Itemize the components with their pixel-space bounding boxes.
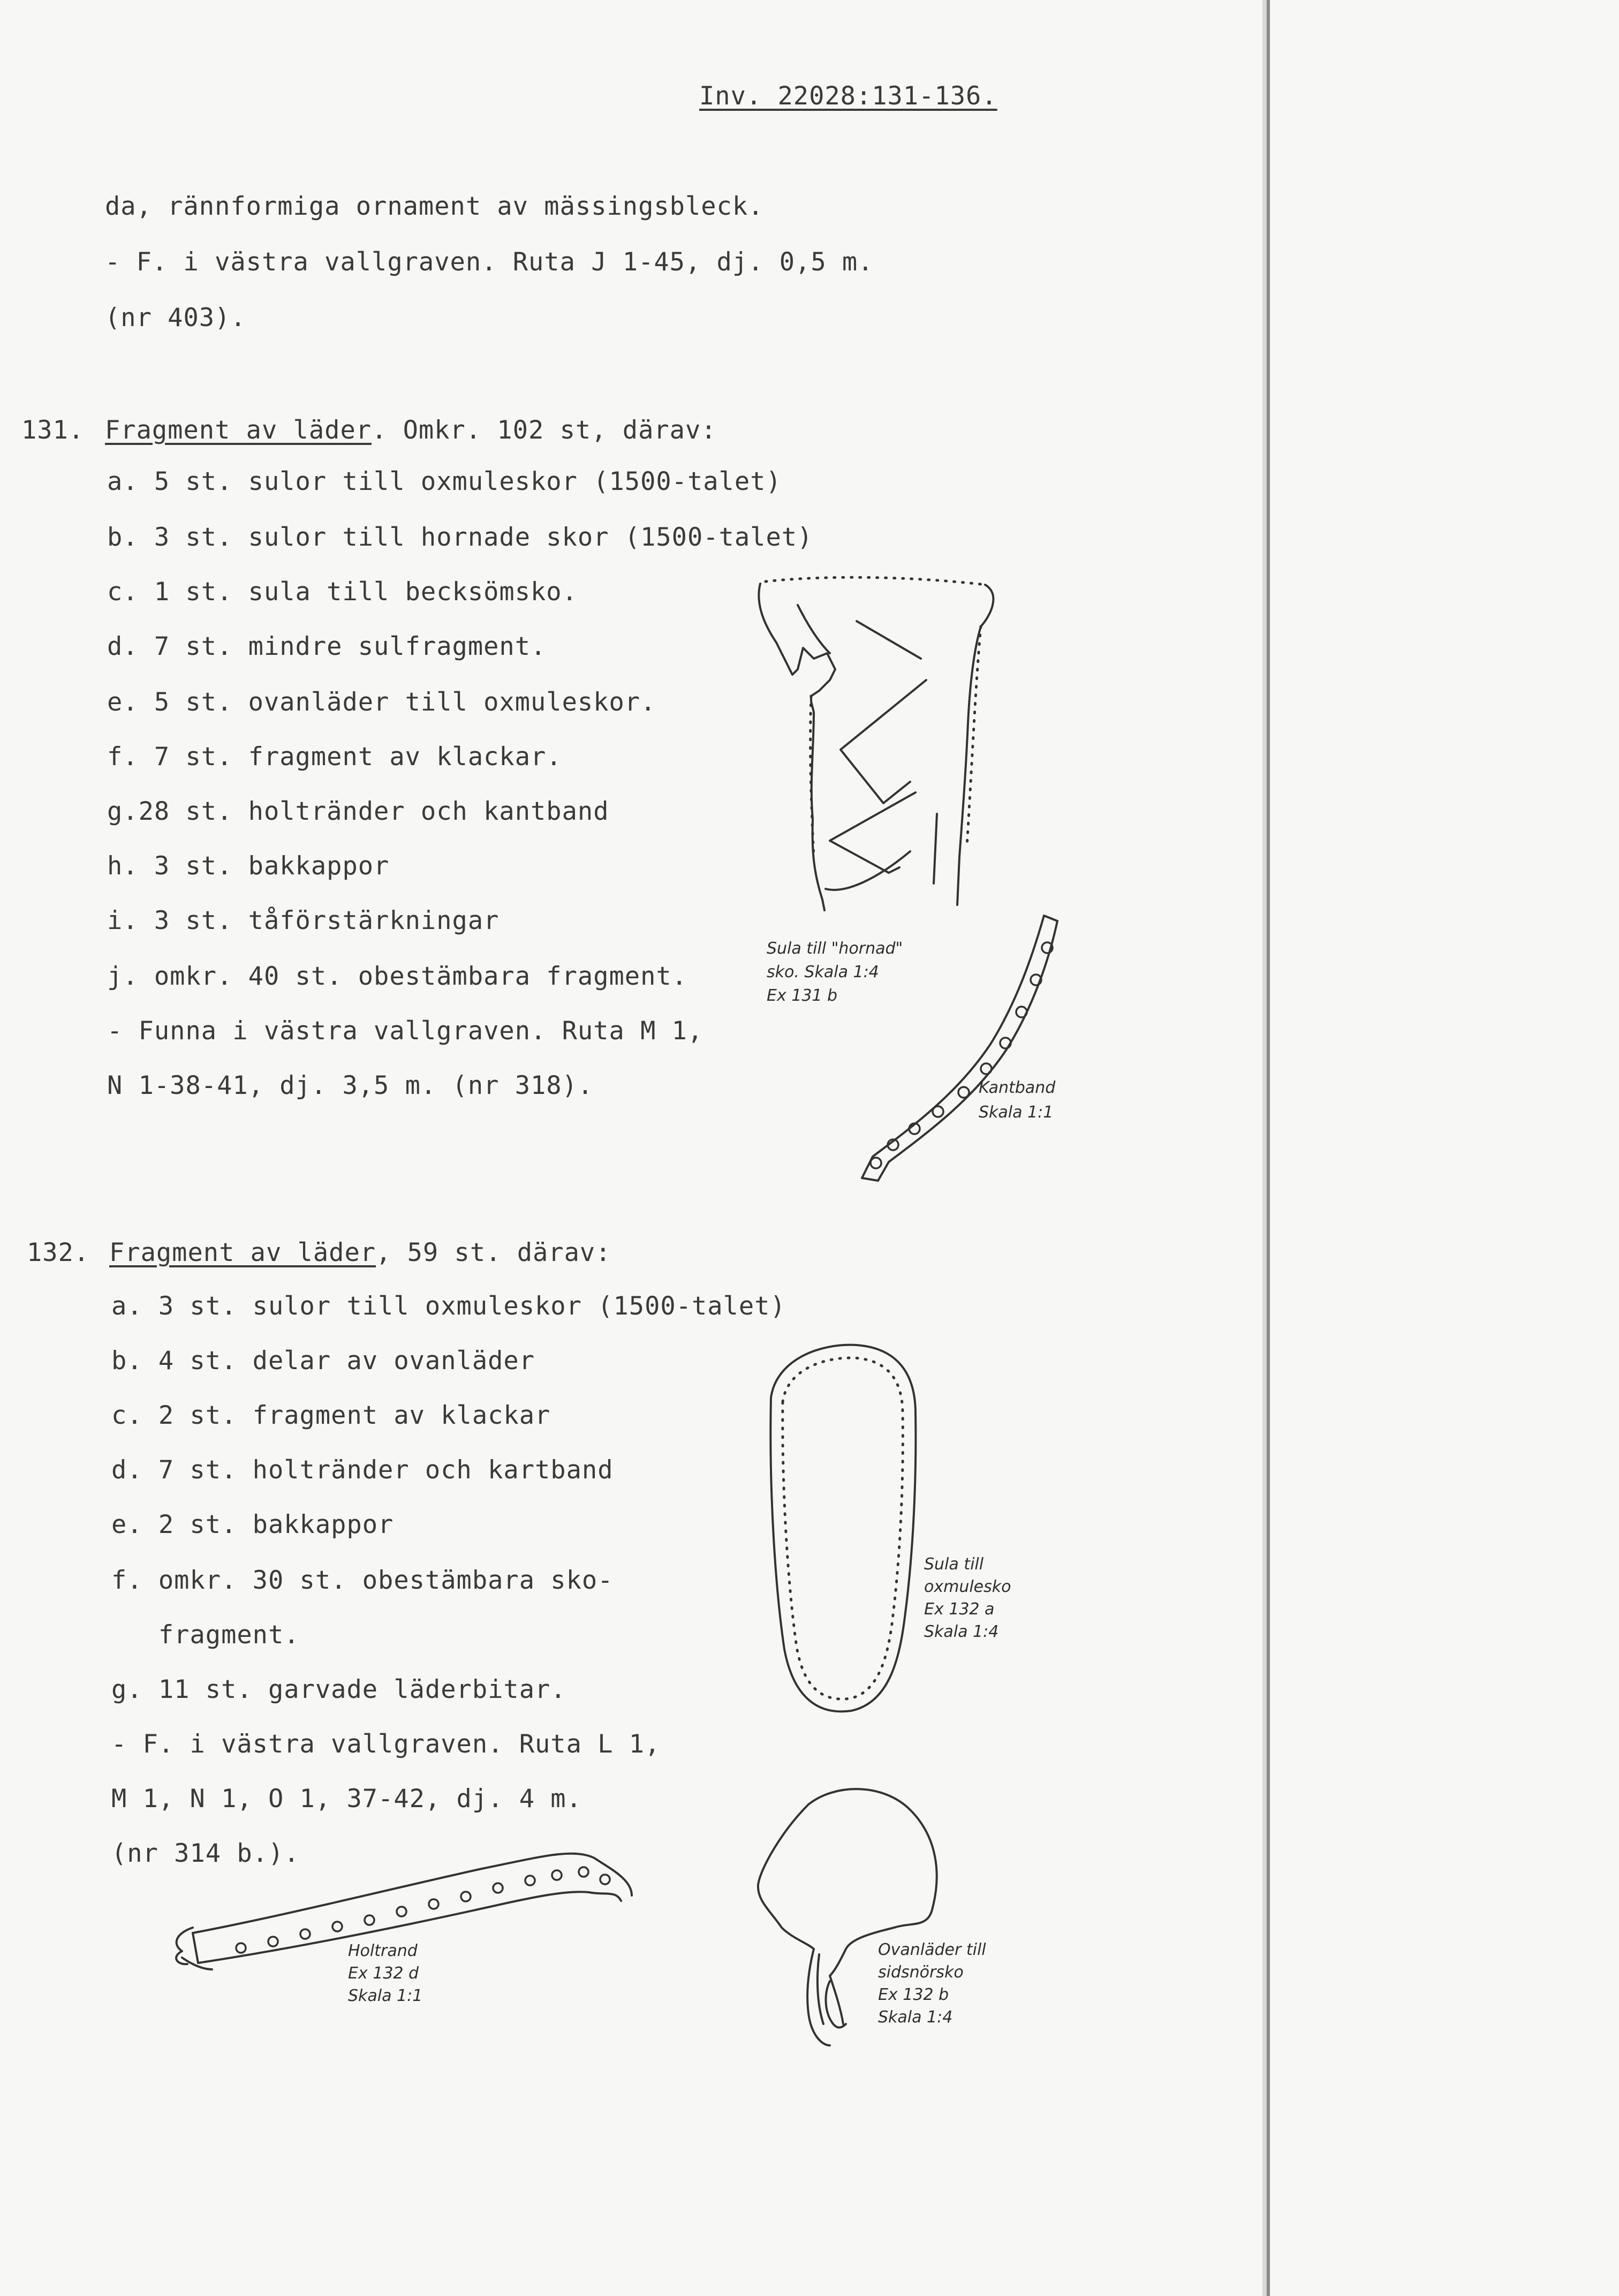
entry-131-item: a. 5 st. sulor till oxmuleskor (1500-talet): [107, 467, 782, 496]
entry-132-item: d. 7 st. holtränder och kartband: [111, 1455, 614, 1485]
entry-132-item: f. omkr. 30 st. obestämbara sko-: [111, 1566, 614, 1595]
oval-sole-caption-line: Skala 1:4: [924, 1622, 999, 1641]
sole-caption-line: Sula till "hornad": [767, 939, 903, 958]
entry-132-item: M 1, N 1, O 1, 37-42, dj. 4 m.: [111, 1784, 582, 1814]
entry-132-item: b. 4 st. delar av ovanläder: [111, 1346, 535, 1376]
band-caption-line: Skala 1:1: [979, 1103, 1054, 1122]
entry-131-title-rest: . Omkr. 102 st, därav:: [372, 416, 717, 445]
entry-132-item: - F. i västra vallgraven. Ruta L 1,: [111, 1729, 661, 1759]
intro-line-3: (nr 403).: [105, 303, 246, 333]
sole-caption-line: sko. Skala 1:4: [767, 963, 879, 981]
entry-131-item: g.28 st. holtränder och kantband: [107, 797, 609, 826]
entry-131-item: N 1-38-41, dj. 3,5 m. (nr 318).: [107, 1071, 594, 1100]
inventory-header: Inv. 22028:131-136.: [699, 81, 997, 111]
entry-132-heading: [109, 1237, 611, 1269]
oval-sole-caption-line: oxmulesko: [924, 1577, 1011, 1596]
entry-131-item: h. 3 st. bakkappor: [107, 851, 390, 881]
band-caption-line: Kantband: [979, 1078, 1056, 1097]
entry-132-title: Fragment av läder: [109, 1238, 376, 1267]
upper-caption-line: Ovanläder till: [878, 1940, 986, 1959]
band-drawing-icon: [851, 910, 1076, 1189]
entry-131-item: e. 5 st. ovanläder till oxmuleskor.: [107, 688, 656, 717]
entry-131-item: c. 1 st. sula till becksömsko.: [107, 577, 578, 607]
entry-131-item: j. omkr. 40 st. obestämbara fragment.: [107, 962, 687, 991]
sole-caption-line: Ex 131 b: [767, 986, 838, 1005]
entry-132-item: (nr 314 b.).: [111, 1839, 300, 1868]
entry-131-heading: [105, 414, 717, 447]
entry-131-item: i. 3 st. tåförstärkningar: [107, 906, 500, 935]
entry-132-item: e. 2 st. bakkappor: [111, 1510, 394, 1539]
entry-131-item: f. 7 st. fragment av klackar.: [107, 742, 562, 772]
entry-131-number: 131.: [21, 416, 85, 445]
entry-132-title-rest: , 59 st. därav:: [376, 1238, 611, 1267]
entry-132-item: a. 3 st. sulor till oxmuleskor (1500-talet): [111, 1292, 786, 1321]
page-edge-line: [1267, 0, 1270, 2296]
upper-caption-line: Skala 1:4: [878, 2008, 953, 2027]
welt-caption-line: Skala 1:1: [348, 1987, 423, 2005]
sole-drawing-icon: [750, 568, 1007, 942]
entry-131-title: Fragment av läder: [105, 416, 372, 445]
entry-132-item: g. 11 st. garvade läderbitar.: [111, 1675, 566, 1704]
welt-caption-line: Holtrand: [348, 1942, 418, 1960]
oval-sole-drawing-icon: [755, 1339, 926, 1724]
entry-132-number: 132.: [27, 1238, 90, 1267]
intro-line-2: - F. i västra vallgraven. Ruta J 1-45, dj. 0,5 m.: [105, 247, 874, 277]
entry-132-item: c. 2 st. fragment av klackar: [111, 1401, 551, 1430]
entry-131-item: - Funna i västra vallgraven. Ruta M 1,: [107, 1016, 703, 1046]
oval-sole-caption-line: Ex 132 a: [924, 1600, 995, 1619]
welt-caption-line: Ex 132 d: [348, 1964, 419, 1983]
upper-caption-line: Ex 132 b: [878, 1985, 949, 2004]
upper-caption-line: sidsnörsko: [878, 1963, 964, 1982]
entry-131-item: d. 7 st. mindre sulfragment.: [107, 632, 547, 661]
intro-line-1: da, rännformiga ornament av mässingsbleck.: [105, 192, 764, 221]
entry-132-item: fragment.: [111, 1620, 300, 1650]
oval-sole-caption-line: Sula till: [924, 1555, 984, 1574]
entry-131-item: b. 3 st. sulor till hornade skor (1500-talet): [107, 523, 813, 552]
